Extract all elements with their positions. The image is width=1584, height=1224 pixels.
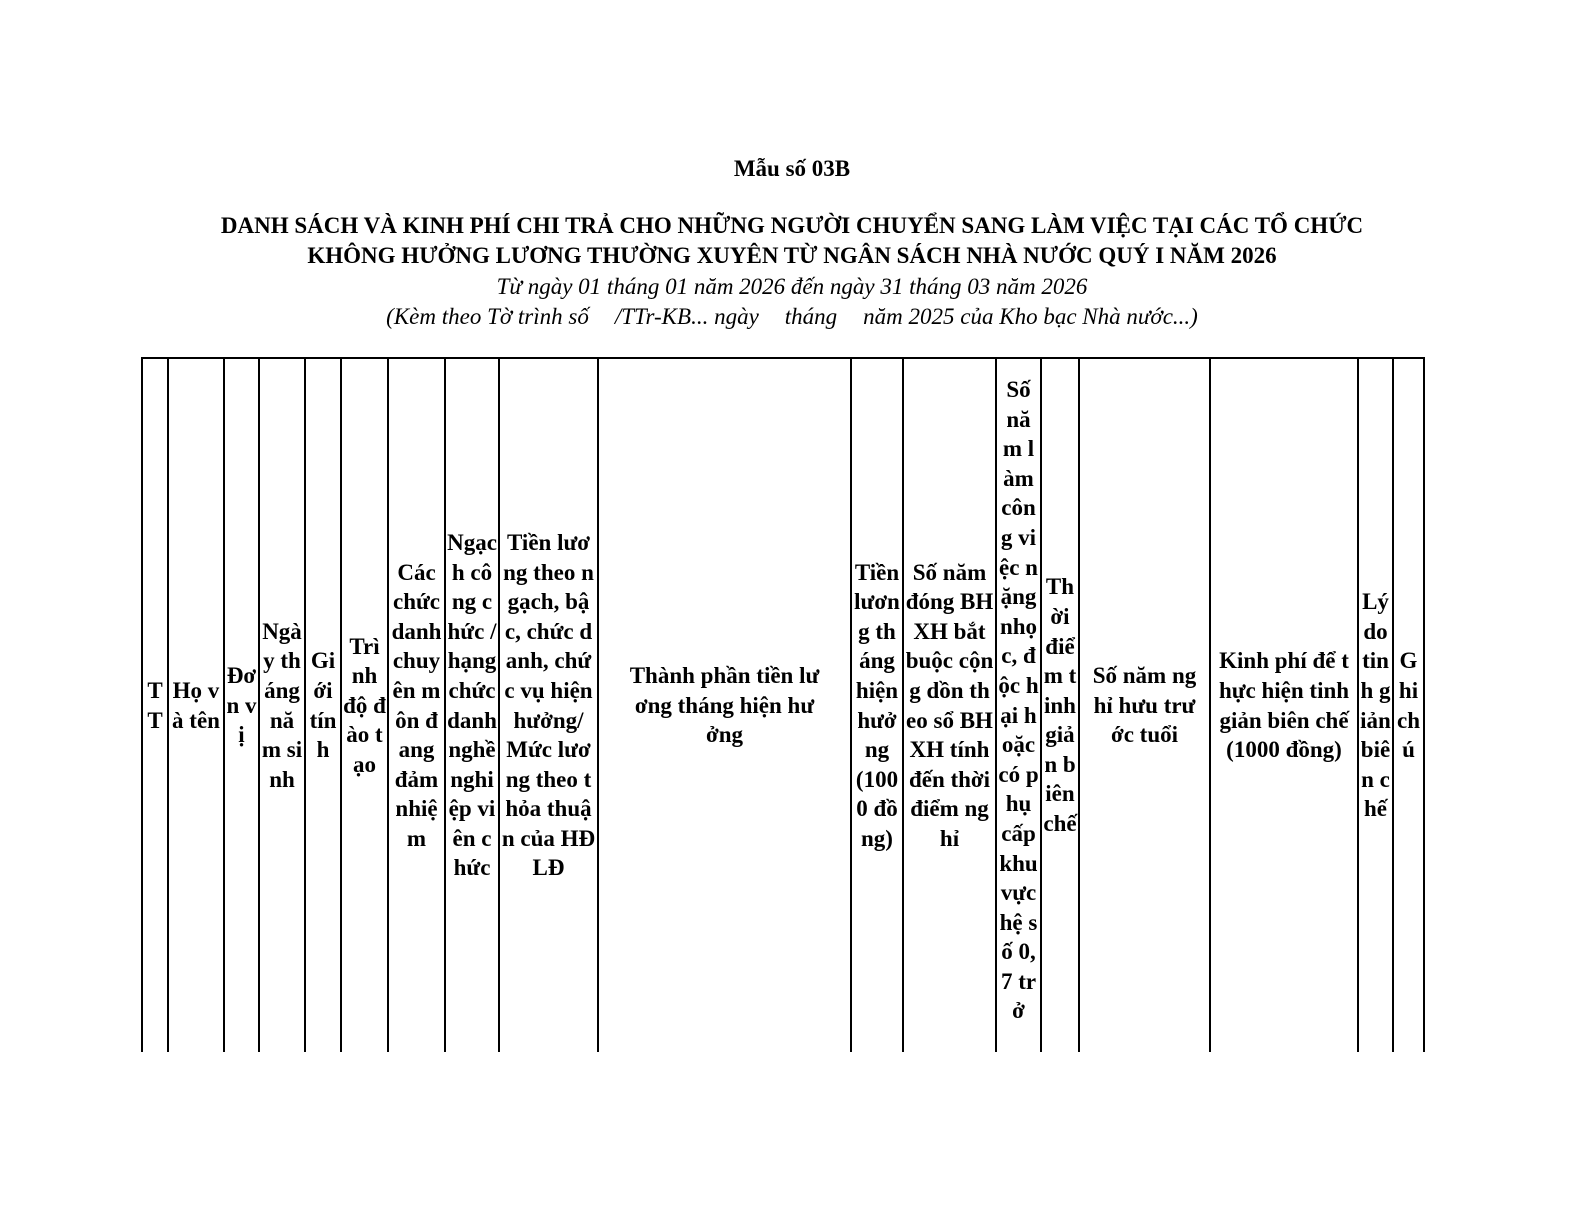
document-title-line-1: DANH SÁCH VÀ KINH PHÍ CHI TRẢ CHO NHỮNG NGƯỜI CHUYỂN SANG LÀM VIỆC TẠI CÁC TỔ CHỨC [220,213,1364,238]
column-divider [1423,357,1425,1052]
header-salary-components: Thành phần tiền lương tháng hiện hưởng [629,663,820,748]
header-downsizing-funds: Kinh phí để thực hiện tinh giản biên chế (1000 đồng) [1218,648,1350,763]
header-downsizing-reason: Lý do tinh giản biên chế [1360,589,1391,822]
header-civil-service-rank: Ngạch công chức / hạng chức danh nghề nghiệp viên chức [447,529,497,881]
attachment-note-part-2: /TTr-KB... ngày [614,304,759,329]
header-monthly-salary: Tiền lương tháng hiện hưởng (1000 đồng) [854,559,900,851]
header-notes: Ghi chú [1397,648,1420,763]
header-gender: Giới tính [309,648,337,763]
header-date-of-birth: Ngày tháng năm sinh [261,618,303,792]
header-hazardous-work-years: Số năm làm công việc nặng nhọc, độc hại hoặc có phụ cấp khu vực hệ số 0,7 trở [998,377,1039,1024]
attachment-note-part-3: tháng [784,304,838,329]
date-range: Từ ngày 01 tháng 01 năm 2026 đến ngày 31 tháng 03 năm 2026 [496,274,1088,299]
form-number: Mẫu số 03B [733,156,851,181]
header-professional-titles: Các chức danh chuyên môn đang đảm nhiệm [391,559,442,851]
attachment-note-part-4: năm 2025 của Kho bạc Nhà nước...) [863,304,1198,329]
header-early-retirement-years: Số năm nghỉ hưu trước tuổi [1092,663,1197,748]
attachment-note-part-1: (Kèm theo Tờ trình số [386,304,589,329]
header-unit: Đơn vị [226,663,257,748]
header-salary-by-rank: Tiền lương theo ngạch, bậc, chức danh, chức vụ hiện hưởng/ Mức lương theo thỏa thuận của HĐLĐ [501,529,596,881]
header-education-level: Trình độ đào tạo [343,633,386,777]
header-social-insurance-years: Số năm đóng BHXH bắt buộc cộng dồn theo sổ BHXH tính đến thời điểm nghỉ [905,559,994,851]
header-full-name: Họ và tên [172,677,220,733]
header-tt: TT [147,677,163,733]
document-title-line-2: KHÔNG HƯỞNG LƯƠNG THƯỜNG XUYÊN TỪ NGÂN SÁCH NHÀ NƯỚC QUÝ I NĂM 2026 [307,243,1277,268]
header-downsizing-time: Thời điểm tinh giản biên chế [1043,574,1077,837]
